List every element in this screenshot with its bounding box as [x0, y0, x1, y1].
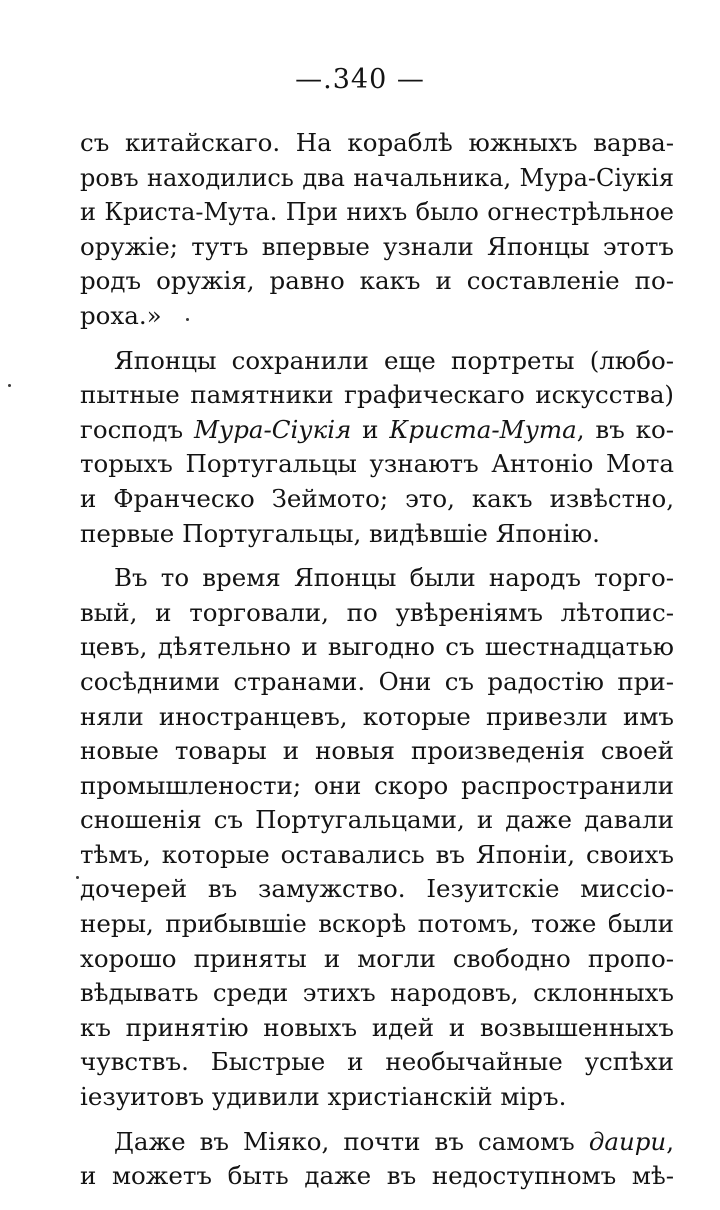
text-line: вѣдывать среди этихъ народовъ, склонныхъ — [80, 978, 674, 1008]
text-line: цевъ, дѣятельно и выгодно съ шестнадцатью — [80, 632, 674, 662]
text-line: пытные памятники графическаго искусства) — [80, 380, 674, 410]
text-line: промышлености; они скоро распространили — [80, 770, 674, 800]
text-line: Японцы сохранили еще портреты (любо- — [114, 345, 674, 375]
text-line: чувствъ. Быстрые и необычайные успѣхи — [80, 1047, 674, 1077]
text-line: тѣмъ, которые оставались въ Японіи, своихъ — [80, 839, 674, 869]
print-speck — [8, 384, 11, 387]
text-line: іезуитовъ удивили христіанскій міръ. — [80, 1082, 567, 1112]
text-line: и Криста-Мута. При нихъ было огнестрѣльное — [80, 198, 674, 227]
text-line: неры, прибывшіе вскорѣ потомъ, тоже были — [80, 909, 674, 939]
text-line-with-italics — [80, 1125, 674, 1160]
print-speck — [186, 318, 189, 321]
text-line: вый, и торговали, по увѣреніямъ лѣтопис- — [80, 597, 674, 627]
text-line: и Франческо Зеймото; это, какъ извѣстно, — [80, 483, 674, 513]
text-line: роха.» — [80, 300, 162, 330]
italic-name: Криста-Мута — [389, 414, 577, 444]
body-text — [80, 126, 674, 1194]
text-line: первые Португальцы, видѣвшіе Японію. — [80, 518, 600, 548]
text-segment: Даже въ Міяко, почти въ самомъ — [114, 1126, 589, 1156]
text-segment: господъ — [80, 414, 194, 444]
text-line: новые товары и новыя произведенія своей — [80, 736, 674, 766]
paragraph-1 — [80, 126, 674, 334]
text-line: Въ то время Японцы были народъ торго- — [114, 563, 674, 593]
text-line: няли иностранцевъ, которые привезли имъ — [80, 701, 674, 731]
text-line: ровъ находились два начальника, Мура-Сіукія — [80, 163, 674, 192]
print-speck — [76, 876, 79, 879]
text-line: сосѣдними странами. Они съ радостію при- — [80, 666, 674, 696]
paragraph-4 — [80, 1125, 674, 1194]
text-segment: и — [351, 414, 390, 444]
paragraph-3 — [80, 561, 674, 1115]
text-line: торыхъ Португальцы узнаютъ Антоніо Мота — [80, 449, 674, 479]
paragraph-2 — [80, 344, 674, 552]
text-segment: , въ ко- — [576, 414, 675, 444]
text-line: дочерей въ замужство. Іезуитскіе миссіо- — [80, 874, 674, 904]
text-line: къ принятію новыхъ идей и возвышенныхъ — [80, 1012, 674, 1042]
page-number: —.340 — — [295, 64, 425, 95]
text-line: съ китайскаго. На кораблѣ южныхъ варва- — [80, 128, 674, 157]
text-line: сношенія съ Португальцами, и даже давали — [80, 805, 674, 835]
italic-name: даири — [588, 1126, 667, 1156]
text-line: оружіе; тутъ впервые узнали Японцы этотъ — [80, 231, 674, 261]
text-line: родъ оружія, равно какъ и составленіе по- — [80, 266, 674, 296]
text-line-with-italics — [80, 413, 674, 448]
text-segment: , — [666, 1126, 674, 1156]
text-line: и можетъ быть даже въ недоступномъ мѣ- — [80, 1161, 674, 1191]
text-line: хорошо приняты и могли свободно пропо- — [80, 943, 674, 973]
italic-name: Мура-Сіукія — [193, 414, 352, 444]
